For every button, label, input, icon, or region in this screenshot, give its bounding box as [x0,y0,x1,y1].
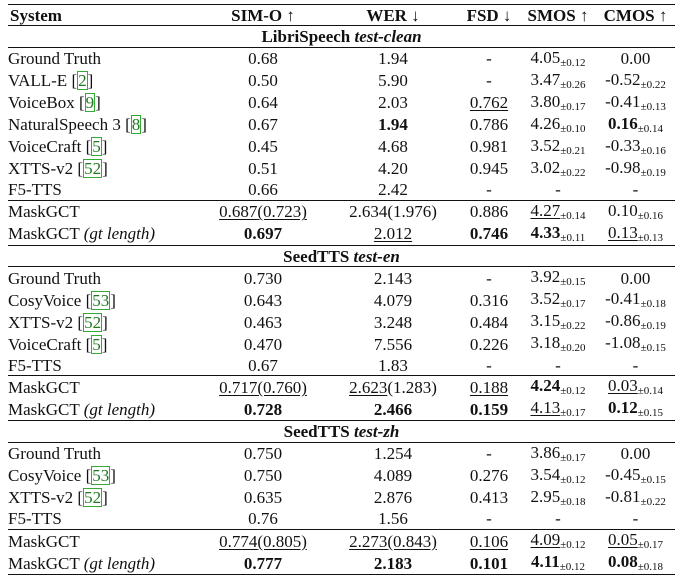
fsd-value: 0.188 [469,377,509,397]
smos-cell [520,200,596,223]
fsd-cell: - [486,444,492,464]
results-table-figure [8,4,675,575]
sim-o-cell [198,223,328,246]
section-header-librispeech [8,26,675,47]
citation-link[interactable]: 52 [84,488,102,508]
smos-value: 3.92 [530,267,561,287]
smos-std: ±0.26 [560,78,586,91]
system-name: MaskGCT [8,200,198,223]
sim-o-cell [198,398,328,421]
wer-cell: 4.68 [378,137,408,157]
cmos-cell [596,398,675,421]
system-label: XTTS-v2 [8,488,74,508]
smos-std: ±0.22 [560,320,586,333]
system-name: Ground Truth [8,49,102,69]
system-label: VoiceCraft [8,334,82,354]
smos-value: 3.52 [530,289,561,309]
wer-cell [328,223,458,246]
fsd-cell: - [486,268,492,288]
smos-cell [520,376,596,399]
cmos-cell: 0.00 [620,49,651,69]
wer-cell [328,530,458,553]
fsd-cell: 0.945 [469,159,509,179]
smos-cell [520,289,596,311]
system-name [8,398,198,421]
smos-cell [520,70,596,92]
wer-cell: 2.876 [373,488,413,508]
table-row [8,333,675,355]
cmos-value: 0.10 [607,200,638,220]
fsd-cell: 0.413 [469,488,509,508]
cmos-value: -0.52 [605,69,641,89]
section-subset-name: test-en [353,246,400,266]
cmos-std: ±0.22 [640,78,666,91]
cmos-value: -0.45 [605,464,641,484]
system-name: MaskGCT [8,376,198,399]
smos-value: 4.33 [530,222,561,242]
smos-value: 3.52 [530,135,561,155]
smos-std: ±0.17 [560,407,586,420]
sim-o-cell: 0.67 [248,115,278,135]
section-title [8,245,675,266]
system-name: CosyVoice [53] [8,466,116,486]
wer-paren: (0.843) [387,531,437,551]
cmos-value: -0.81 [605,486,641,506]
wer-paren: (1.283) [387,377,437,397]
cmos-value: -0.41 [605,91,641,111]
system-label: MaskGCT [8,224,80,244]
sim-o-cell: 0.51 [248,159,278,179]
sim-o-cell: 0.463 [243,312,283,332]
smos-std: ±0.15 [560,276,586,289]
cmos-std: ±0.17 [637,539,664,552]
smos-value: 4.11 [530,552,560,572]
fsd-cell: - [486,49,492,69]
cmos-cell [596,70,675,92]
system-name: XTTS-v2 [52] [8,488,108,508]
system-variant: (gt length) [83,553,156,573]
fsd-cell [458,398,520,421]
cmos-cell: - [632,509,639,529]
cmos-std: ±0.15 [640,342,666,355]
citation-link[interactable]: 5 [92,334,101,354]
fsd-cell: 0.226 [469,334,509,354]
smos-cell: - [555,355,561,375]
cmos-cell [596,92,675,114]
system-name: F5-TTS [8,355,62,375]
smos-std: ±0.12 [560,473,586,486]
section-subset-name: test-zh [354,422,400,442]
wer-cell [328,376,458,399]
header-row [8,5,675,26]
citation-link[interactable]: 53 [92,290,110,310]
table-row [8,267,675,290]
smos-std: ±0.10 [560,122,586,135]
wer-cell: 5.90 [378,71,408,91]
citation-link[interactable]: 53 [92,466,110,486]
smos-cell [520,552,596,575]
smos-std: ±0.14 [560,209,586,222]
wer-cell: 3.248 [373,312,413,332]
system-name: F5-TTS [8,509,62,529]
sim-o-cell: 0.45 [248,137,278,157]
table-row [8,530,675,553]
cmos-value: -1.08 [605,333,641,353]
system-name: CosyVoice [53] [8,290,116,310]
cmos-std: ±0.13 [637,231,664,244]
wer-value: 2.466 [373,399,413,419]
sim-o-cell: 0.643 [243,290,283,310]
system-name [8,223,198,246]
citation-link[interactable]: 8 [131,115,141,135]
cmos-std: ±0.16 [640,144,666,157]
wer-cell [328,398,458,421]
smos-cell [520,223,596,246]
fsd-cell: - [486,180,492,200]
fsd-value: 0.106 [469,531,509,551]
wer-cell: 4.089 [373,466,413,486]
smos-cell [520,267,596,290]
wer-cell: 2.143 [373,268,413,288]
cmos-value: -0.33 [605,135,641,155]
cmos-cell [596,114,675,136]
sim-o-cell: 0.750 [243,444,283,464]
system-name: Ground Truth [8,268,102,288]
table-row [8,398,675,421]
cmos-value: -0.98 [605,157,641,177]
fsd-cell: 0.981 [469,137,509,157]
sim-o-value: 0.697 [243,224,283,244]
sim-o-cell [198,530,328,553]
cmos-cell [596,376,675,399]
system-name: VALL-E [2] [8,71,94,91]
system-label: XTTS-v2 [8,159,74,179]
smos-std: ±0.20 [560,342,586,355]
wer-cell [328,552,458,575]
system-name: NaturalSpeech 3 [8] [8,115,147,135]
fsd-cell [458,530,520,553]
cmos-value: 0.03 [607,376,638,396]
table-row [8,509,675,530]
smos-value: 3.86 [530,442,561,462]
wer-cell: 4.20 [378,159,408,179]
system-label: MaskGCT [8,399,80,419]
cmos-cell: - [632,355,639,375]
cmos-std: ±0.19 [640,166,666,179]
system-label: CosyVoice [8,466,82,486]
system-label: VALL-E [8,71,68,91]
sim-o-cell: 0.750 [243,466,283,486]
system-name: MaskGCT [8,530,198,553]
sim-o-cell [198,200,328,223]
cmos-cell [596,333,675,355]
smos-value: 3.15 [530,311,561,331]
cmos-cell: 0.00 [620,268,651,288]
smos-cell [520,530,596,553]
cmos-std: ±0.16 [637,209,664,222]
system-label: NaturalSpeech 3 [8,115,121,135]
sim-o-value [219,378,307,397]
smos-cell [520,465,596,487]
smos-cell [520,398,596,421]
header-system: System [10,5,62,25]
wer-cell: 1.94 [378,49,408,69]
cmos-cell [596,158,675,180]
header-wer: WER ↓ [366,5,420,25]
cmos-value: 0.12 [607,398,638,418]
sim-o-main: 0.774 [219,531,258,551]
fsd-cell: 0.786 [469,115,509,135]
fsd-value: 0.762 [469,93,509,113]
wer-cell: 7.556 [373,334,413,354]
sim-o-cell: 0.67 [248,355,278,375]
smos-cell: - [555,180,561,200]
table-row [8,200,675,223]
system-name: VoiceCraft [5] [8,137,108,157]
sim-o-value [219,202,307,221]
section-dataset-name: LibriSpeech [261,26,351,46]
sim-o-cell: 0.66 [248,180,278,200]
system-label: CosyVoice [8,290,82,310]
citation-link[interactable]: 52 [84,312,102,332]
smos-cell [520,114,596,136]
wer-cell: 2.03 [378,93,408,113]
fsd-cell: 0.276 [469,466,509,486]
cmos-value: 0.13 [607,222,638,242]
wer-cell: 1.83 [378,355,408,375]
smos-std: ±0.17 [560,451,586,464]
system-variant: (gt length) [83,224,156,244]
cmos-cell [596,465,675,487]
smos-value: 4.26 [530,113,561,133]
smos-value: 4.27 [530,200,561,220]
table-row [8,223,675,246]
cmos-std: ±0.18 [640,298,666,311]
system-name: Ground Truth [8,444,102,464]
fsd-cell: 0.886 [458,200,520,223]
section-dataset-name: SeedTTS [283,246,350,266]
cmos-std: ±0.15 [637,407,664,420]
system-name: F5-TTS [8,180,62,200]
smos-value: 4.05 [530,47,561,67]
smos-cell [520,487,596,509]
table-row [8,289,675,311]
cmos-cell [596,552,675,575]
system-label: MaskGCT [8,553,80,573]
cmos-cell [596,136,675,158]
wer-value: 2.012 [373,224,413,244]
system-name [8,552,198,575]
smos-value: 3.02 [530,157,561,177]
header-cmos: CMOS ↑ [603,5,668,25]
sim-o-value: 0.728 [243,399,283,419]
section-dataset-name: SeedTTS [283,422,350,442]
smos-cell [520,311,596,333]
smos-value: 3.47 [530,69,561,89]
cmos-std: ±0.15 [640,473,666,486]
system-label: VoiceBox [8,93,75,113]
cmos-std: ±0.18 [637,561,664,574]
system-variant: (gt length) [83,399,156,419]
smos-std: ±0.12 [560,56,586,69]
system-name: XTTS-v2 [52] [8,159,108,179]
section-header-seedtts-zh [8,421,675,442]
table-row [8,47,675,70]
citation-link[interactable]: 52 [84,159,102,179]
sim-o-value [219,532,307,551]
smos-cell [520,158,596,180]
smos-value: 4.13 [530,398,561,418]
cmos-cell [596,289,675,311]
wer-cell [328,114,458,136]
smos-value: 4.24 [530,376,561,396]
cmos-value: 0.16 [607,113,638,133]
smos-cell [520,442,596,465]
table-row [8,487,675,509]
table-row [8,311,675,333]
table-row [8,442,675,465]
table-row [8,465,675,487]
sim-o-cell [198,376,328,399]
smos-value: 3.18 [530,333,561,353]
sim-o-paren: (0.723) [257,202,307,222]
system-name: XTTS-v2 [52] [8,312,108,332]
cmos-cell: - [632,180,639,200]
section-header-seedtts-en [8,245,675,266]
fsd-cell: - [486,71,492,91]
wer-value: 1.94 [378,115,408,135]
citation-link[interactable]: 2 [78,71,87,91]
wer-value: 2.183 [373,553,413,573]
wer-main: 2.623 [349,377,388,397]
system-name: VoiceBox [9] [8,93,101,113]
smos-std: ±0.22 [560,166,586,179]
smos-std: ±0.12 [559,561,586,574]
results-table [8,4,675,575]
cmos-cell [596,530,675,553]
system-label: XTTS-v2 [8,312,74,332]
table-row [8,180,675,201]
wer-main: 2.273 [349,531,388,551]
table-row [8,92,675,114]
sim-o-paren: (0.760) [257,377,307,397]
table-row [8,70,675,92]
cmos-std: ±0.19 [640,320,666,333]
smos-cell [520,333,596,355]
sim-o-paren: (0.805) [257,531,307,551]
cmos-cell [596,223,675,246]
fsd-cell [458,376,520,399]
sim-o-cell: 0.730 [243,268,283,288]
cmos-value: 0.05 [607,530,638,550]
sim-o-main: 0.687 [219,202,258,222]
table-row [8,355,675,376]
cmos-std: ±0.22 [640,495,666,508]
cmos-value: 0.08 [607,552,638,572]
table-row [8,376,675,399]
wer-cell: 4.079 [373,290,413,310]
smos-std: ±0.17 [560,100,586,113]
wer-value [349,532,437,551]
sim-o-cell: 0.50 [248,71,278,91]
sim-o-cell: 0.635 [243,488,283,508]
table-row [8,552,675,575]
sim-o-cell: 0.68 [248,49,278,69]
cmos-cell [596,487,675,509]
fsd-value: 0.159 [469,399,509,419]
cmos-cell: 0.00 [620,444,651,464]
fsd-cell: 0.316 [469,290,509,310]
smos-value: 2.95 [530,486,561,506]
fsd-cell [458,552,520,575]
smos-std: ±0.11 [560,231,586,244]
header-sim-o: SIM-O ↑ [231,5,295,25]
fsd-value: 0.101 [469,553,509,573]
system-name: VoiceCraft [5] [8,334,108,354]
sim-o-main: 0.717 [219,377,258,397]
cmos-value: -0.41 [605,289,641,309]
smos-value: 3.80 [530,91,561,111]
sim-o-value: 0.777 [243,553,283,573]
table-row [8,136,675,158]
smos-cell: - [555,509,561,529]
cmos-cell [596,200,675,223]
cmos-std: ±0.14 [637,385,664,398]
section-title [8,421,675,442]
sim-o-cell: 0.470 [243,334,283,354]
cmos-std: ±0.14 [637,122,664,135]
smos-cell [520,136,596,158]
table-row [8,114,675,136]
smos-std: ±0.18 [560,495,586,508]
smos-value: 3.54 [530,464,561,484]
fsd-cell: - [486,509,492,529]
wer-cell: 1.56 [378,509,408,529]
fsd-cell: - [486,355,492,375]
section-subset-name: test-clean [354,26,422,46]
wer-cell: 1.254 [373,444,413,464]
smos-value: 4.09 [530,530,561,550]
smos-std: ±0.12 [560,385,586,398]
citation-link[interactable]: 9 [85,93,95,113]
smos-cell [520,92,596,114]
citation-link[interactable]: 5 [92,137,101,157]
wer-cell: 2.42 [378,180,408,200]
smos-std: ±0.21 [560,144,586,157]
smos-cell [520,47,596,70]
table-row [8,158,675,180]
header-fsd: FSD ↓ [466,5,512,25]
cmos-cell [596,311,675,333]
fsd-value: 0.746 [469,224,509,244]
system-label: VoiceCraft [8,137,82,157]
smos-std: ±0.12 [560,539,586,552]
fsd-cell: 0.484 [469,312,509,332]
section-title [8,26,675,47]
sim-o-cell [198,552,328,575]
wer-cell: 2.634(1.976) [328,200,458,223]
header-smos: SMOS ↑ [527,5,589,25]
cmos-std: ±0.13 [640,100,666,113]
cmos-value: -0.86 [605,311,641,331]
fsd-cell [458,223,520,246]
sim-o-cell: 0.64 [248,93,278,113]
sim-o-cell: 0.76 [248,509,278,529]
smos-std: ±0.17 [560,298,586,311]
fsd-cell [458,92,520,114]
